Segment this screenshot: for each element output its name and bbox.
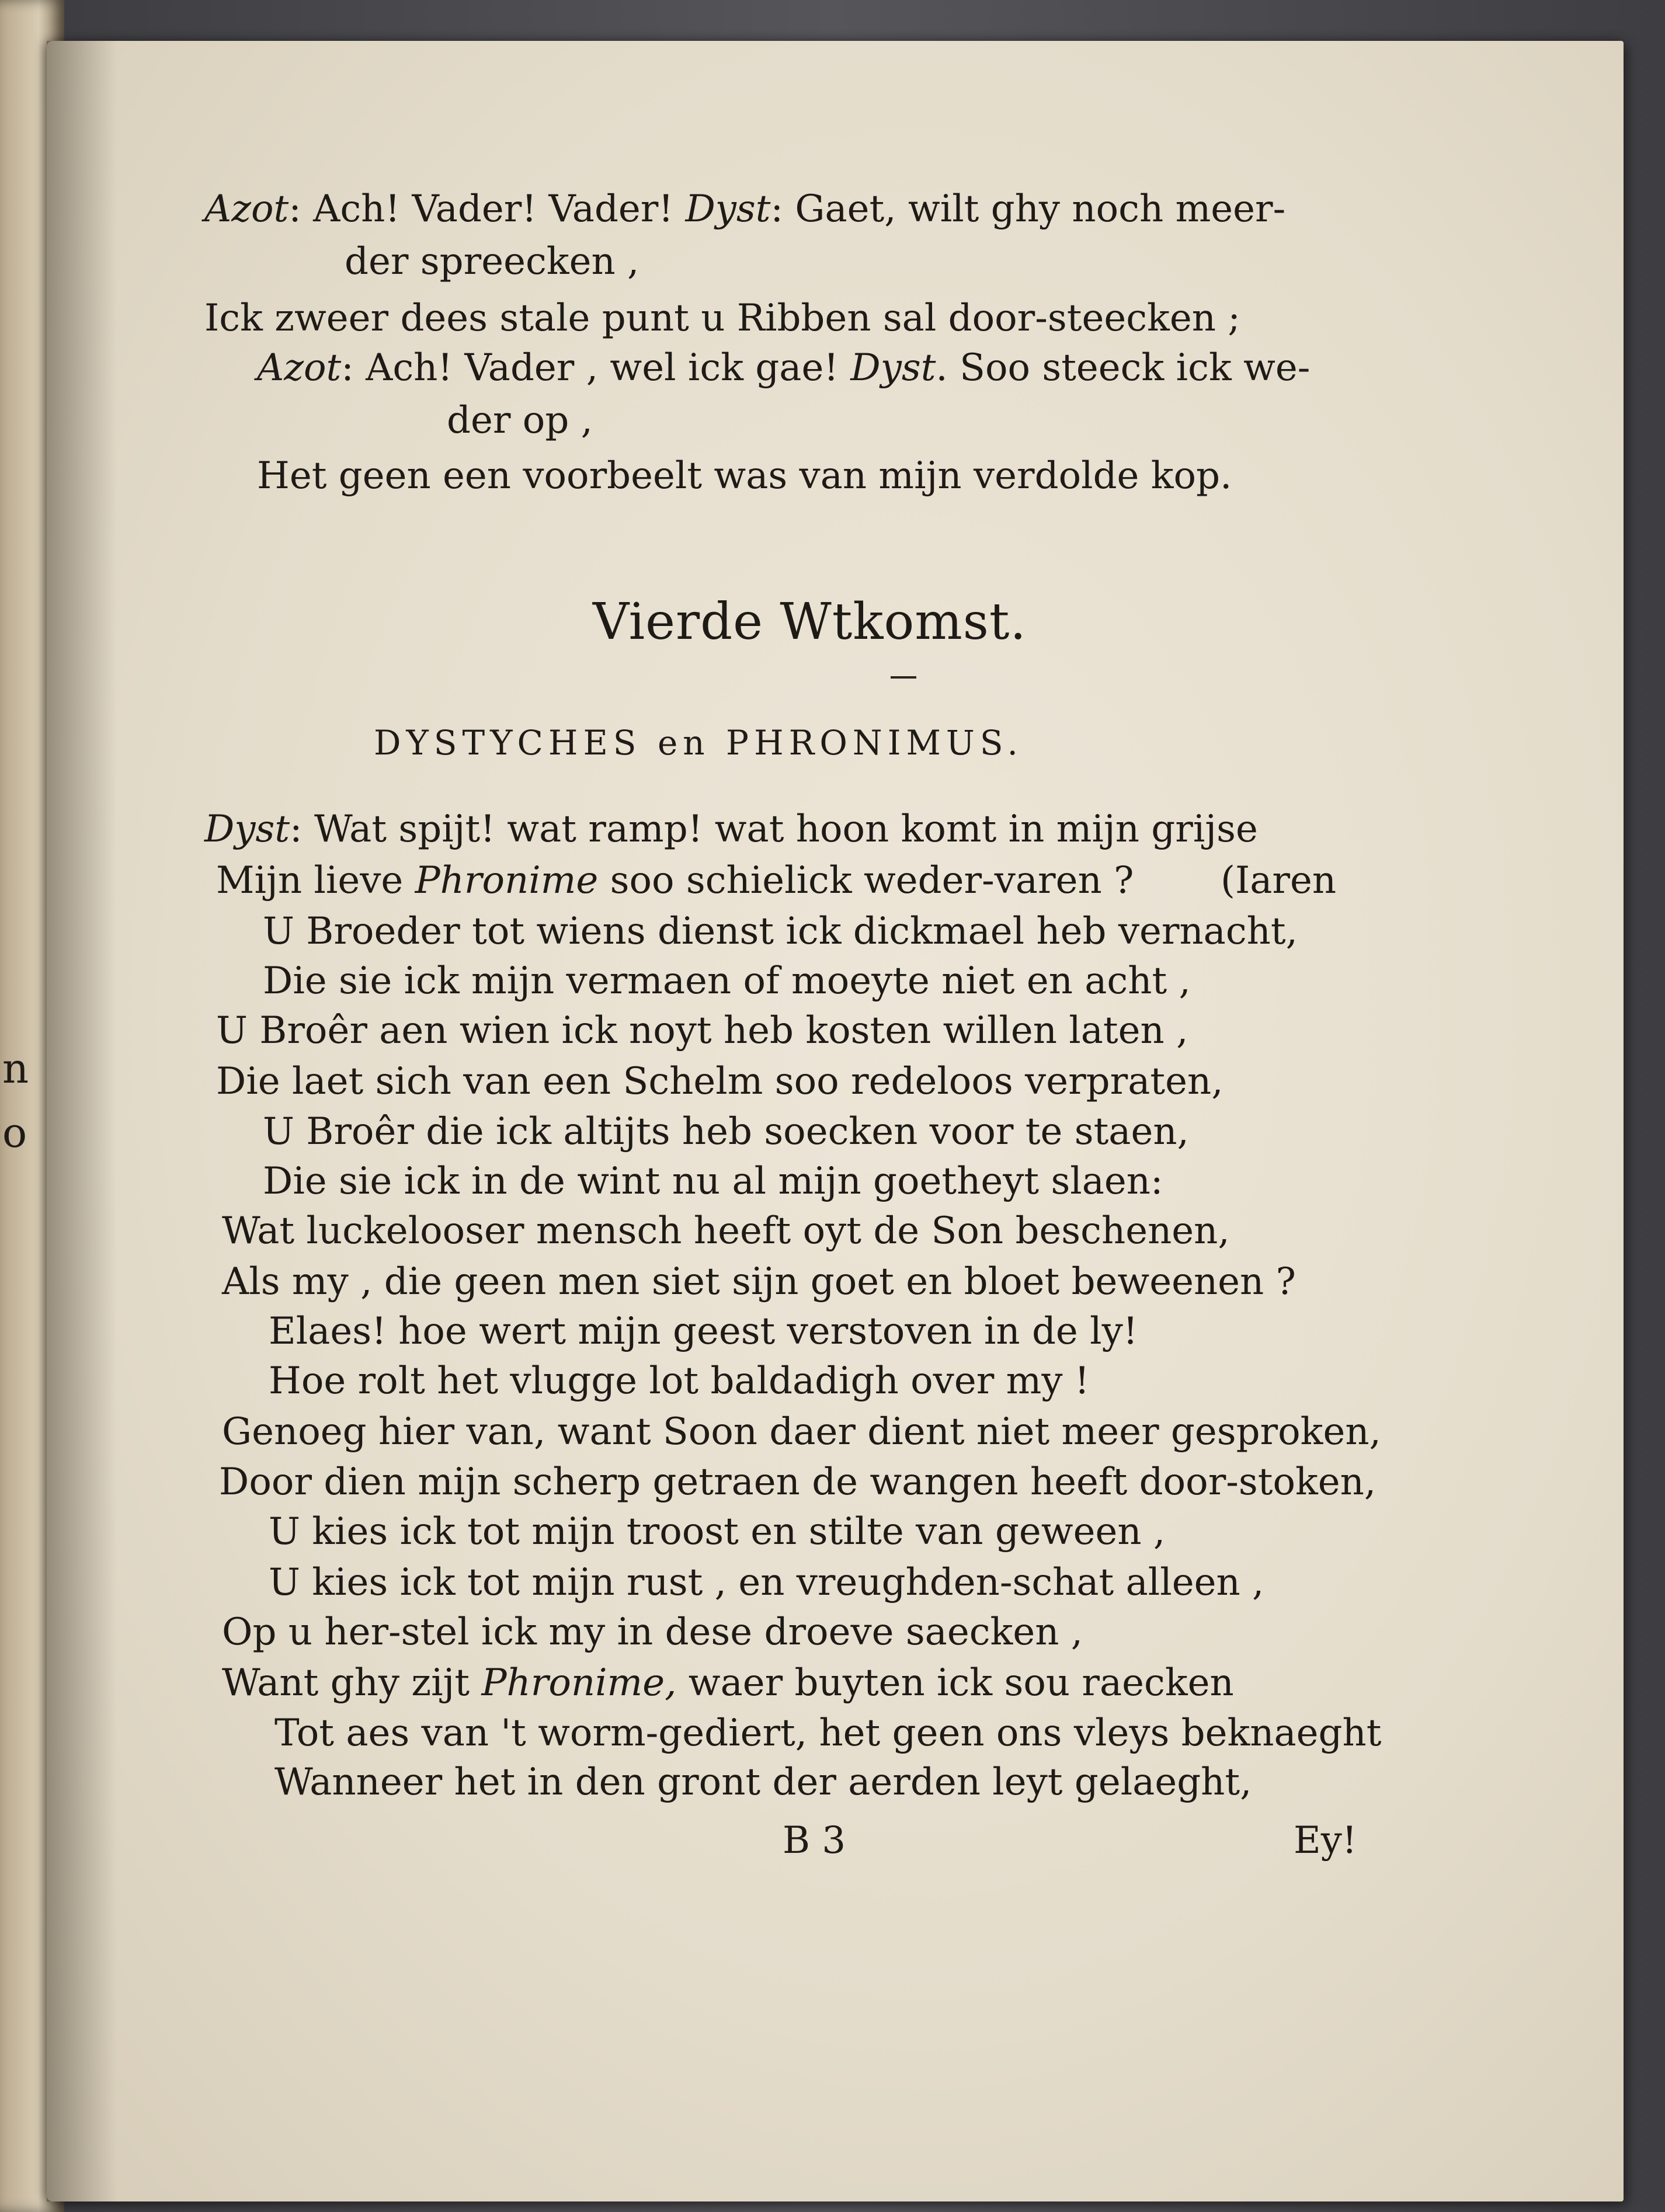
text-line: U Broeder tot wiens dienst ick dickmael heb vernacht,: [263, 910, 1298, 953]
heading-rule: [891, 676, 916, 679]
text-line: U kies ick tot mijn troost en stilte van geween ,: [269, 1510, 1166, 1553]
text-line: Tot aes van 't worm-gediert, het geen ons vleys beknaeght: [274, 1712, 1382, 1755]
text-line: der op ,: [447, 399, 593, 442]
text-line: Door dien mijn scherp getraen de wangen heeft door-stoken,: [219, 1460, 1377, 1504]
text-line: (Iaren: [1221, 859, 1337, 902]
text-line: Hoe rolt het vlugge lot baldadigh over my !: [269, 1359, 1090, 1403]
text-line: Wanneer het in den gront der aerden leyt gelaeght,: [274, 1761, 1252, 1804]
margin-fragment: n: [2, 1045, 29, 1093]
margin-fragment: o: [2, 1109, 27, 1157]
text-line: Op u her-stel ick my in dese droeve saecken ,: [222, 1611, 1083, 1654]
text-line: Ick zweer dees stale punt u Ribben sal door-steecken ;: [204, 297, 1240, 340]
text-line: Dyst: Wat spijt! wat ramp! wat hoon komt in mijn grijse: [204, 808, 1258, 851]
text-line: Azot: Ach! Vader! Vader! Dyst: Gaet, wilt ghy noch meer-: [204, 187, 1286, 231]
text-line: U Broêr die ick altijts heb soecken voor te staen,: [263, 1110, 1189, 1153]
text-line: Want ghy zijt Phronime, waer buyten ick sou raecken: [222, 1661, 1234, 1705]
gutter-shadow: [47, 41, 117, 2201]
text-line: Het geen een voorbeelt was van mijn verdolde kop.: [257, 454, 1232, 498]
catchword: Ey!: [1294, 1819, 1357, 1862]
text-line: Die sie ick in de wint nu al mijn goetheyt slaen:: [263, 1160, 1163, 1203]
persons-line: DYSTYCHES en PHRONIMUS.: [374, 723, 1023, 763]
section-heading: Vierde Wtkomst.: [593, 593, 1027, 651]
signature-mark: B 3: [783, 1819, 846, 1862]
text-line: Als my , die geen men siet sijn goet en bloet beweenen ?: [222, 1260, 1296, 1303]
text-line: U Broêr aen wien ick noyt heb kosten willen laten ,: [216, 1009, 1188, 1052]
text-line: Genoeg hier van, want Soon daer dient niet meer gesproken,: [222, 1410, 1381, 1453]
text-line: Azot: Ach! Vader , wel ick gae! Dyst. Soo steeck ick we-: [257, 346, 1311, 389]
text-line: Mijn lieve Phronime soo schielick weder-varen ?: [216, 859, 1134, 902]
text-line: Wat luckelooser mensch heeft oyt de Son beschenen,: [222, 1209, 1230, 1253]
text-line: Die sie ick mijn vermaen of moeyte niet en acht ,: [263, 959, 1191, 1003]
text-line: der spreecken ,: [345, 240, 639, 283]
text-line: Die laet sich van een Schelm soo redeloos verpraten,: [216, 1060, 1223, 1103]
text-line: Elaes! hoe wert mijn geest verstoven in de ly!: [269, 1310, 1138, 1353]
text-line: U kies ick tot mijn rust , en vreughden-schat alleen ,: [269, 1561, 1264, 1604]
